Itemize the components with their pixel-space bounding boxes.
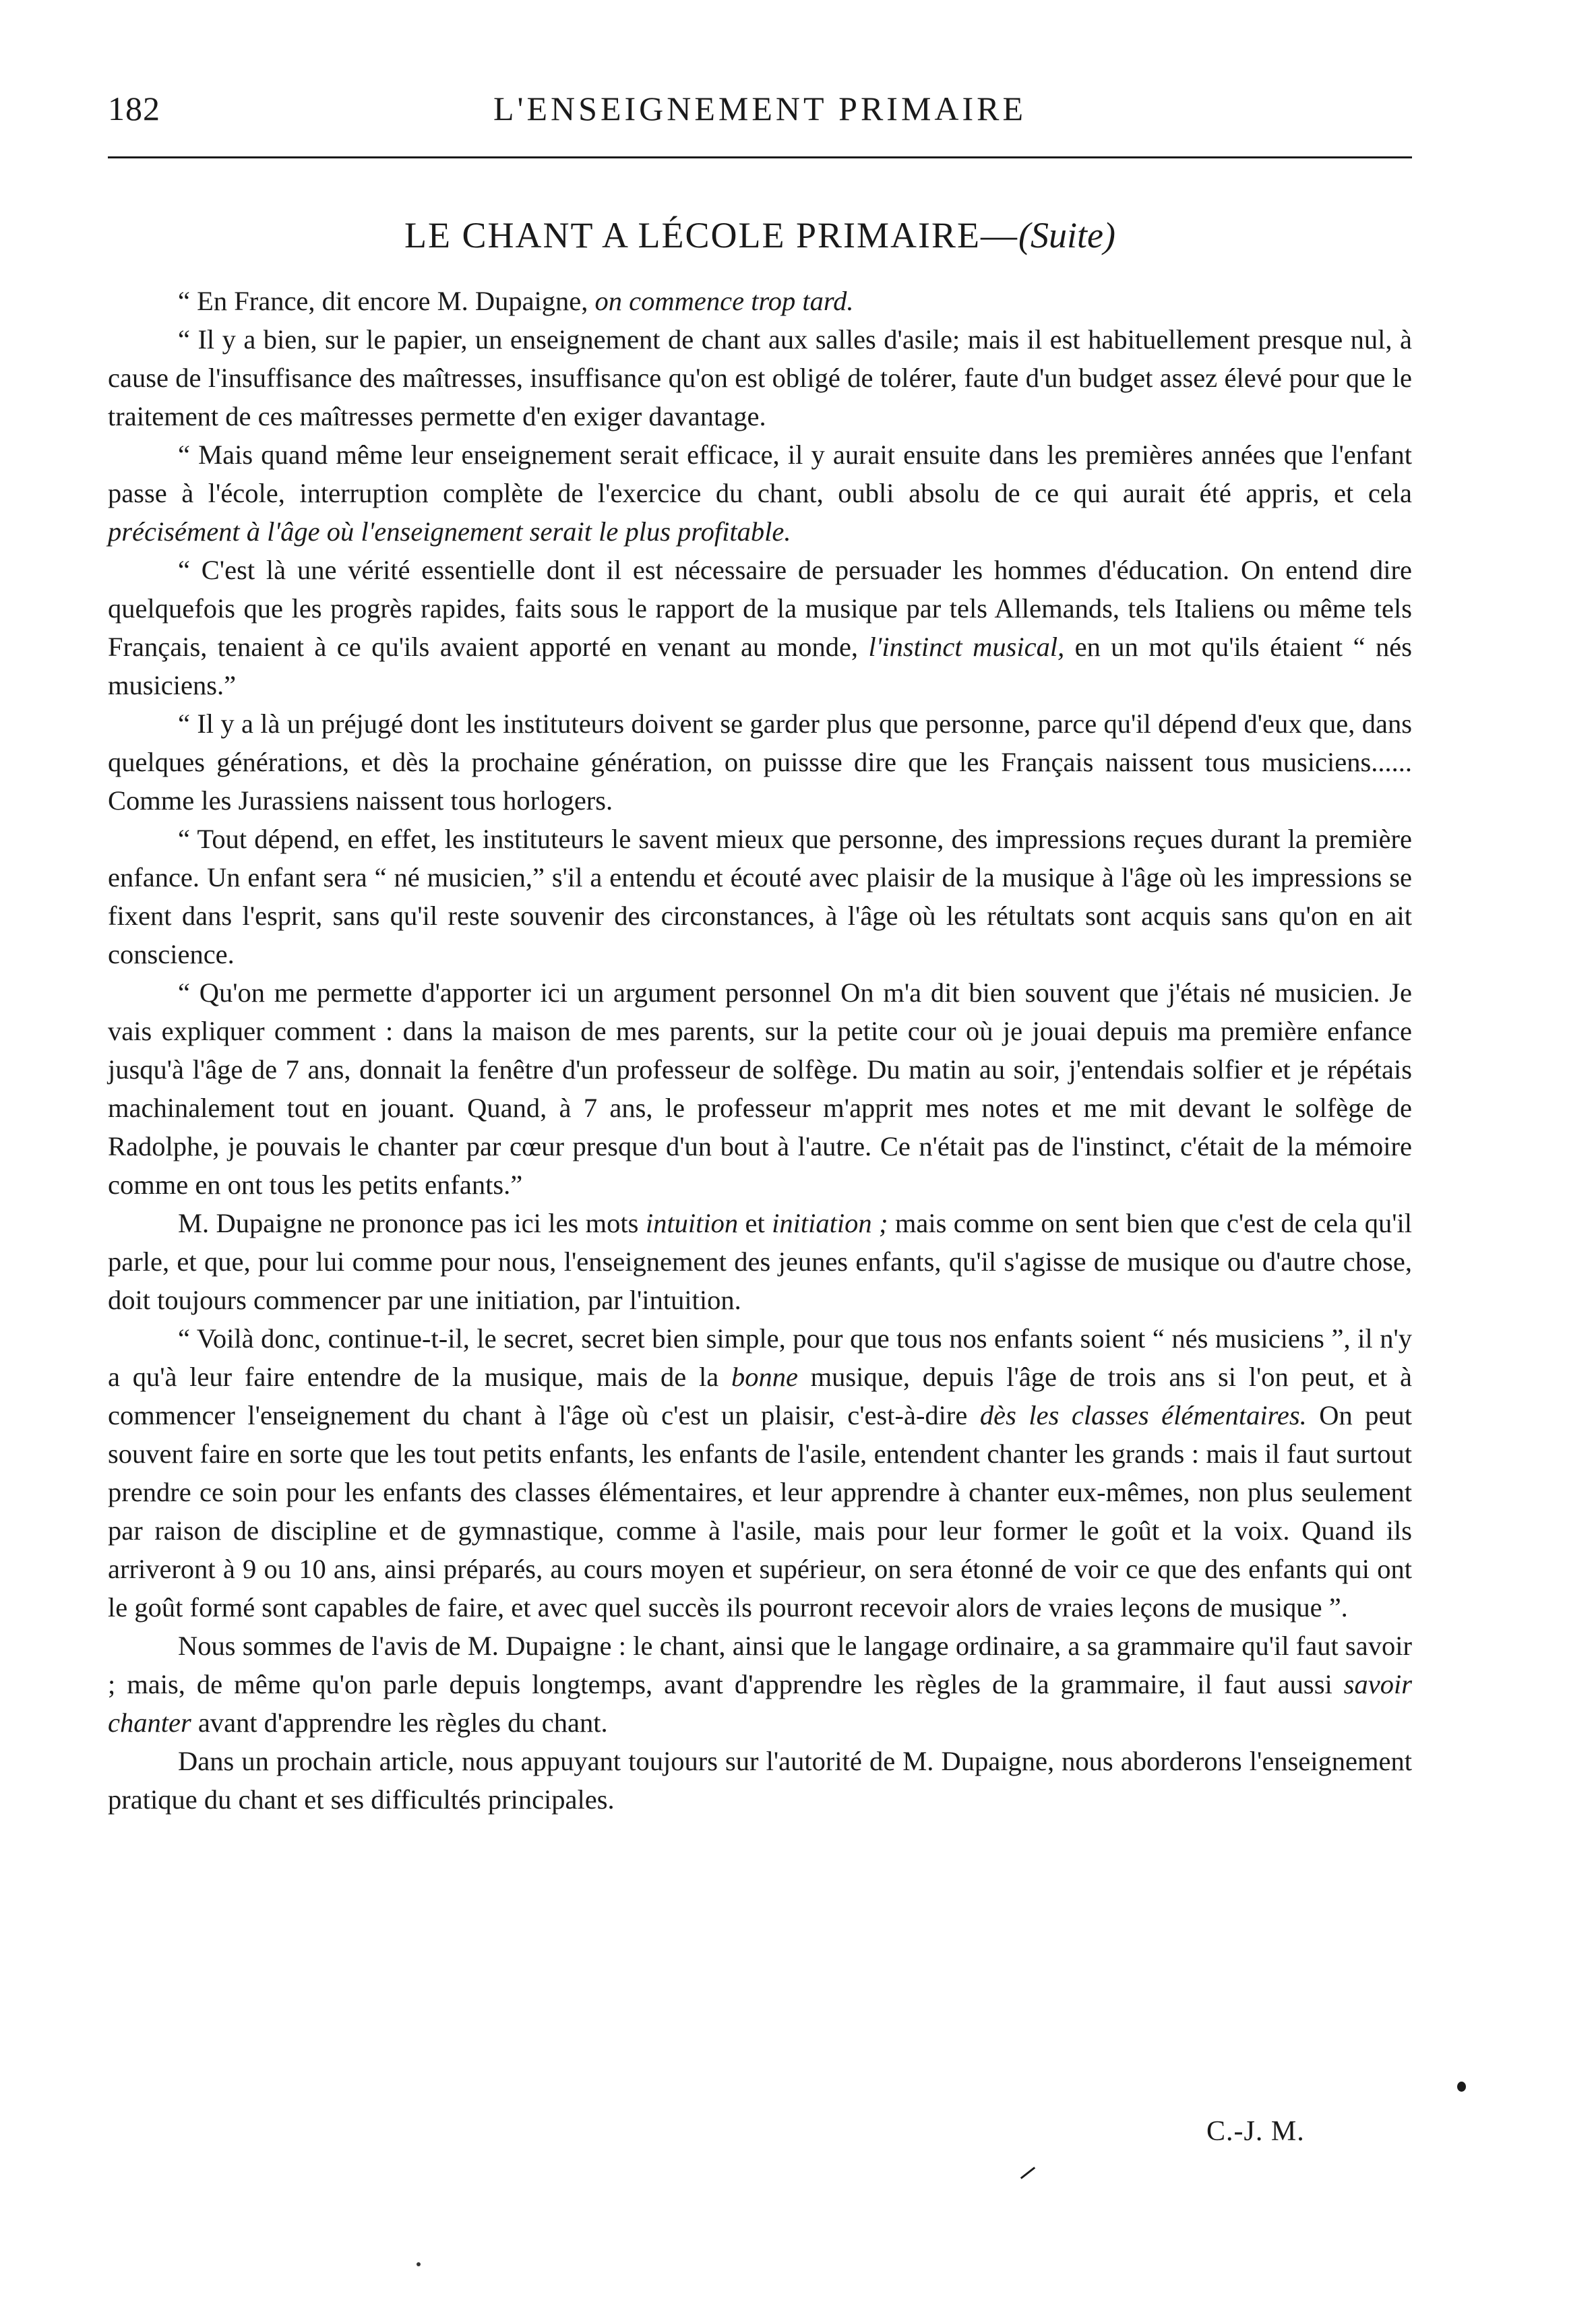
- page-header: [108, 89, 1412, 136]
- paragraph-7-text: “ Qu'on me permette d'apporter ici un argument personnel On m'a dit bien souvent que j'étais né musicien. Je vais expliquer comment : dans la maison de mes parents, sur la petite cour où je jouai depuis ma première enfance jusqu'à l'âge de 7 ans, donnait la fenêtre d'un professeur de solfège. Du matin au soir, j'entendais solfier et je répétais machinalement tout en jouant. Quand, à 7 ans, le professeur m'apprit mes notes et me mit devant le solfège de Radolphe, je pouvais le chanter par cœur presque d'un bout à l'autre. Ce n'était pas de l'instinct, c'était de la mémoire comme en ont tous les petits enfants.”: [108, 977, 1412, 1200]
- article-title: [108, 214, 1412, 256]
- paragraph-8: [108, 1204, 1412, 1319]
- paragraph-8-italic-initiation: initiation ;: [772, 1208, 888, 1238]
- paragraph-4-italic: l'instinct musical,: [868, 632, 1065, 662]
- paragraph-10-text-end: avant d'apprendre les règles du chant.: [191, 1707, 608, 1738]
- stray-tick-mark: [1020, 2167, 1035, 2179]
- paragraph-9-italic-classes: dès les classes élémentaires.: [979, 1400, 1307, 1430]
- paragraph-4-text-end: en un mot qu'ils étaient “ nés musiciens.”: [108, 632, 1412, 700]
- paragraph-7: [108, 973, 1412, 1204]
- paragraph-8-text-mid: et: [738, 1208, 772, 1238]
- paragraph-3-italic: précisément à l'âge où l'enseignement serait le plus profitable.: [108, 516, 791, 547]
- paragraph-10: [108, 1627, 1412, 1742]
- running-title: L'ENSEIGNEMENT PRIMAIRE: [493, 90, 1027, 127]
- article-body: [108, 282, 1412, 1819]
- paragraph-5-text: “ Il y a là un préjugé dont les instituteurs doivent se garder plus que personne, parce qu'il dépend d'eux que, dans quelques générations, et dès la prochaine génération, on puissse dire que les Français naissent tous musiciens...... Comme les Jurassiens naissent tous horlogers.: [108, 708, 1412, 816]
- stray-speck-mark: [417, 2262, 421, 2266]
- paragraph-5: [108, 704, 1412, 820]
- paragraph-6-text: “ Tout dépend, en effet, les instituteurs le savent mieux que personne, des impressions reçues durant la première enfance. Un enfant sera “ né musicien,” s'il a entendu et écouté avec plaisir de la musique à l'âge où les impressions se fixent dans l'esprit, sans qu'il reste souvenir des circonstances, à l'âge où les rétultats sont acquis sans qu'on en ait conscience.: [108, 824, 1412, 969]
- paragraph-1-italic: on commence trop tard.: [594, 286, 854, 316]
- paragraph-9-text: “ Voilà donc, continue-t-il, le secret, secret bien simple, pour que tous nos enfants soient “ nés musiciens ”, il n'y a qu'à leur faire entendre de la musique, mais de la: [108, 1323, 1412, 1392]
- author-signature: C.-J. M.: [1206, 2116, 1305, 2147]
- article-title-suite: (Suite): [1018, 215, 1115, 255]
- margin-dot-mark: [1457, 2082, 1466, 2092]
- paragraph-3: [108, 435, 1412, 551]
- paragraph-2-text: “ Il y a bien, sur le papier, un enseignement de chant aux salles d'asile; mais il est habituellement presque nul, à cause de l'insuffisance des maîtresses, insuffisance qu'on est obligé de tolérer, faute d'un budget assez élevé pour que le traitement de ces maîtresses permette d'en exiger davantage.: [108, 324, 1412, 431]
- paragraph-8-text-end: mais comme on sent bien que c'est de cela qu'il parle, et que, pour lui comme pour nous, l'enseignement des jeunes enfants, qu'il s'agisse de musique ou d'autre chose, doit toujours commencer par une initiation, par l'intuition.: [108, 1208, 1413, 1315]
- paragraph-10-italic: savoir chanter: [108, 1669, 1412, 1738]
- paragraph-11-text: Dans un prochain article, nous appuyant toujours sur l'autorité de M. Dupaigne, nous aborderons l'enseignement pratique du chant et ses difficultés principales.: [108, 1746, 1412, 1815]
- page-number: 182: [108, 90, 160, 127]
- paragraph-2: [108, 320, 1412, 435]
- paragraph-9: [108, 1319, 1412, 1627]
- paragraph-9-text-end: On peut souvent faire en sorte que les tout petits enfants, les enfants de l'asile, entendent chanter les grands : mais il faut surtout prendre ce soin pour les enfants des classes élémentaires, et leur apprendre à chanter eux-mêmes, non plus seulement par raison de discipline et de gymnastique, comme à l'asile, mais pour leur former le goût et la voix. Quand ils arriveront à 9 ou 10 ans, ainsi préparés, au cours moyen et supérieur, on sera étonné de voir ce que des enfants qui ont le goût formé sont capables de faire, et avec quel succès ils pourront recevoir alors de vraies leçons de musique ”.: [108, 1400, 1413, 1623]
- article-title-text: LE CHANT A LÉCOLE PRIMAIRE—: [404, 215, 1019, 255]
- paragraph-9-text-mid: musique, depuis l'âge de trois ans si l'on peut, et à commencer l'enseignement du chant à l'âge où c'est un plaisir, c'est-à-dire: [108, 1362, 1412, 1430]
- paragraph-9-italic-bonne: bonne: [731, 1362, 798, 1392]
- paragraph-4: [108, 551, 1412, 704]
- paragraph-1: [108, 282, 1412, 320]
- paragraph-10-text: Nous sommes de l'avis de M. Dupaigne : le chant, ainsi que le langage ordinaire, a sa grammaire qu'il faut savoir ; mais, de même qu'on parle depuis longtemps, avant d'apprendre les règles de la grammaire, il faut aussi: [108, 1631, 1412, 1699]
- paragraph-8-italic-intuition: intuition: [645, 1208, 739, 1238]
- paragraph-11: [108, 1742, 1412, 1819]
- paragraph-3-text: “ Mais quand même leur enseignement serait efficace, il y aurait ensuite dans les premières années que l'enfant passe à l'école, interruption complète de l'exercice du chant, oubli absolu de ce qui aurait été appris, et cela: [108, 440, 1412, 508]
- paragraph-8-text: M. Dupaigne ne prononce pas ici les mots: [178, 1208, 646, 1238]
- paragraph-6: [108, 820, 1412, 973]
- header-rule: [108, 156, 1412, 158]
- paragraph-4-text: “ C'est là une vérité essentielle dont il est nécessaire de persuader les hommes d'éducation. On entend dire quelquefois que les progrès rapides, faits sous le rapport de la musique par tels Allemands, tels Italiens ou même tels Français, tenaient à ce qu'ils avaient apporté en venant au monde,: [108, 555, 1412, 662]
- paragraph-1-text: “ En France, dit encore M. Dupaigne,: [178, 286, 595, 316]
